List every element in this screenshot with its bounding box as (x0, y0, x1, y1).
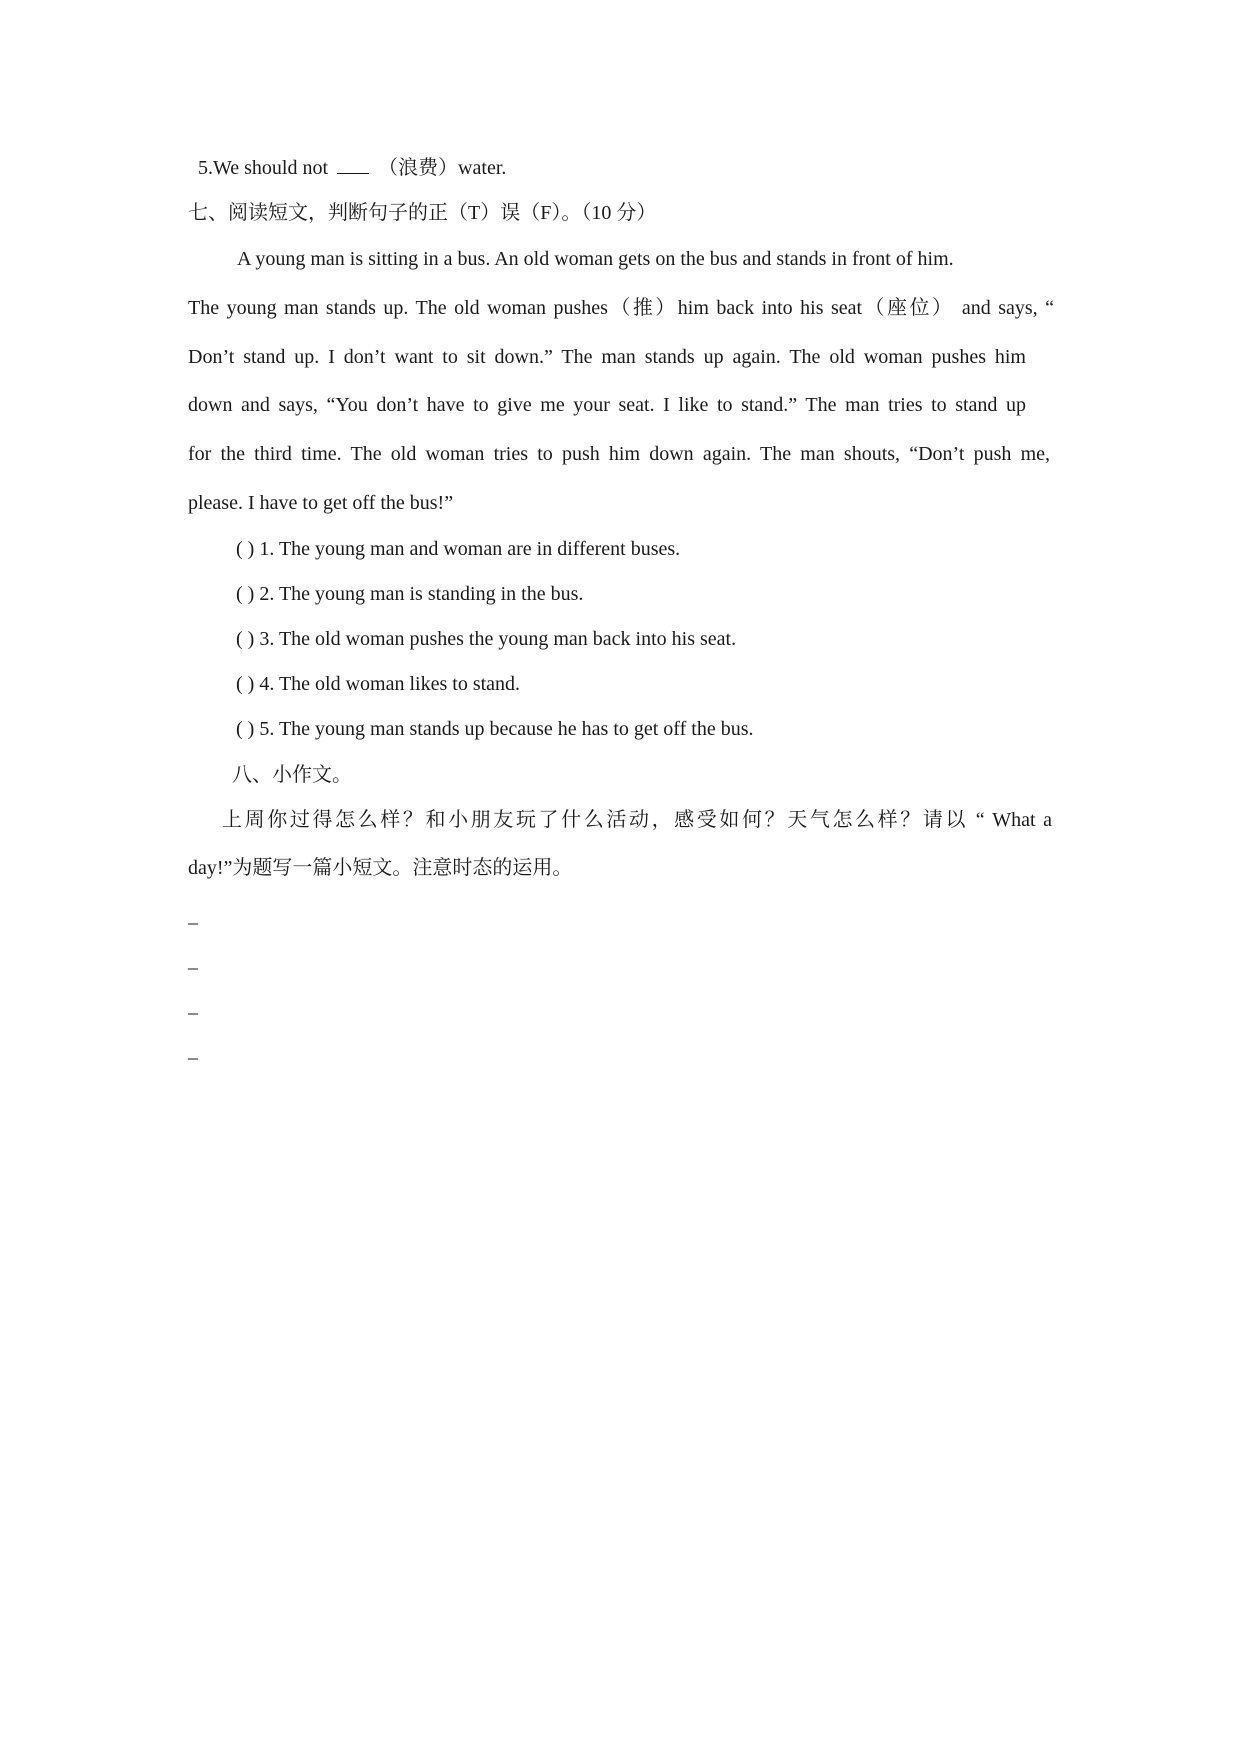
passage-line-1: A young man is sitting in a bus. An old woman gets on the bus and stands in front of him. (237, 248, 954, 270)
passage-line-5: for the third time. The old woman tries to push him down again. The man shouts, “Don’t push me, (188, 443, 1050, 465)
question-5-suffix: （浪费）water. (378, 157, 507, 179)
section-8-heading: 八、小作文。 (232, 764, 352, 786)
question-5-prefix: 5.We should not (198, 157, 329, 179)
writing-line-1[interactable]: _ (188, 905, 198, 927)
tf-question-1: ( ) 1. The young man and woman are in different buses. (236, 538, 681, 560)
passage-line-3: Don’t stand up. I don’t want to sit down.” The man stands up again. The old woman pushes him (188, 346, 1026, 368)
passage-line-2: The young man stands up. The old woman pushes（推）him back into his seat（座位） and says, “ (188, 297, 1054, 319)
writing-line-3[interactable]: _ (188, 995, 198, 1017)
composition-prompt-line-2: day!”为题写一篇小短文。注意时态的运用。 (188, 857, 573, 879)
passage-line-4: down and says, “You don’t have to give me your seat. I like to stand.” The man tries to stand up (188, 394, 1026, 416)
tf-question-3: ( ) 3. The old woman pushes the young man back into his seat. (236, 628, 737, 650)
tf-question-5: ( ) 5. The young man stands up because he has to get off the bus. (236, 718, 754, 740)
writing-line-4[interactable]: _ (188, 1040, 198, 1062)
answer-blank[interactable] (337, 155, 369, 174)
question-5 (198, 154, 506, 182)
writing-line-2[interactable]: _ (188, 950, 198, 972)
tf-question-2: ( ) 2. The young man is standing in the bus. (236, 583, 584, 605)
tf-question-4: ( ) 4. The old woman likes to stand. (236, 673, 521, 695)
section-7-heading: 七、阅读短文，判断句子的正（T）误（F）。（10 分） (188, 202, 657, 224)
passage-line-6: please. I have to get off the bus!” (188, 492, 454, 514)
composition-prompt-line-1: 上周你过得怎么样？和小朋友玩了什么活动，感受如何？天气怎么样？请以 “ What a (222, 809, 1052, 831)
